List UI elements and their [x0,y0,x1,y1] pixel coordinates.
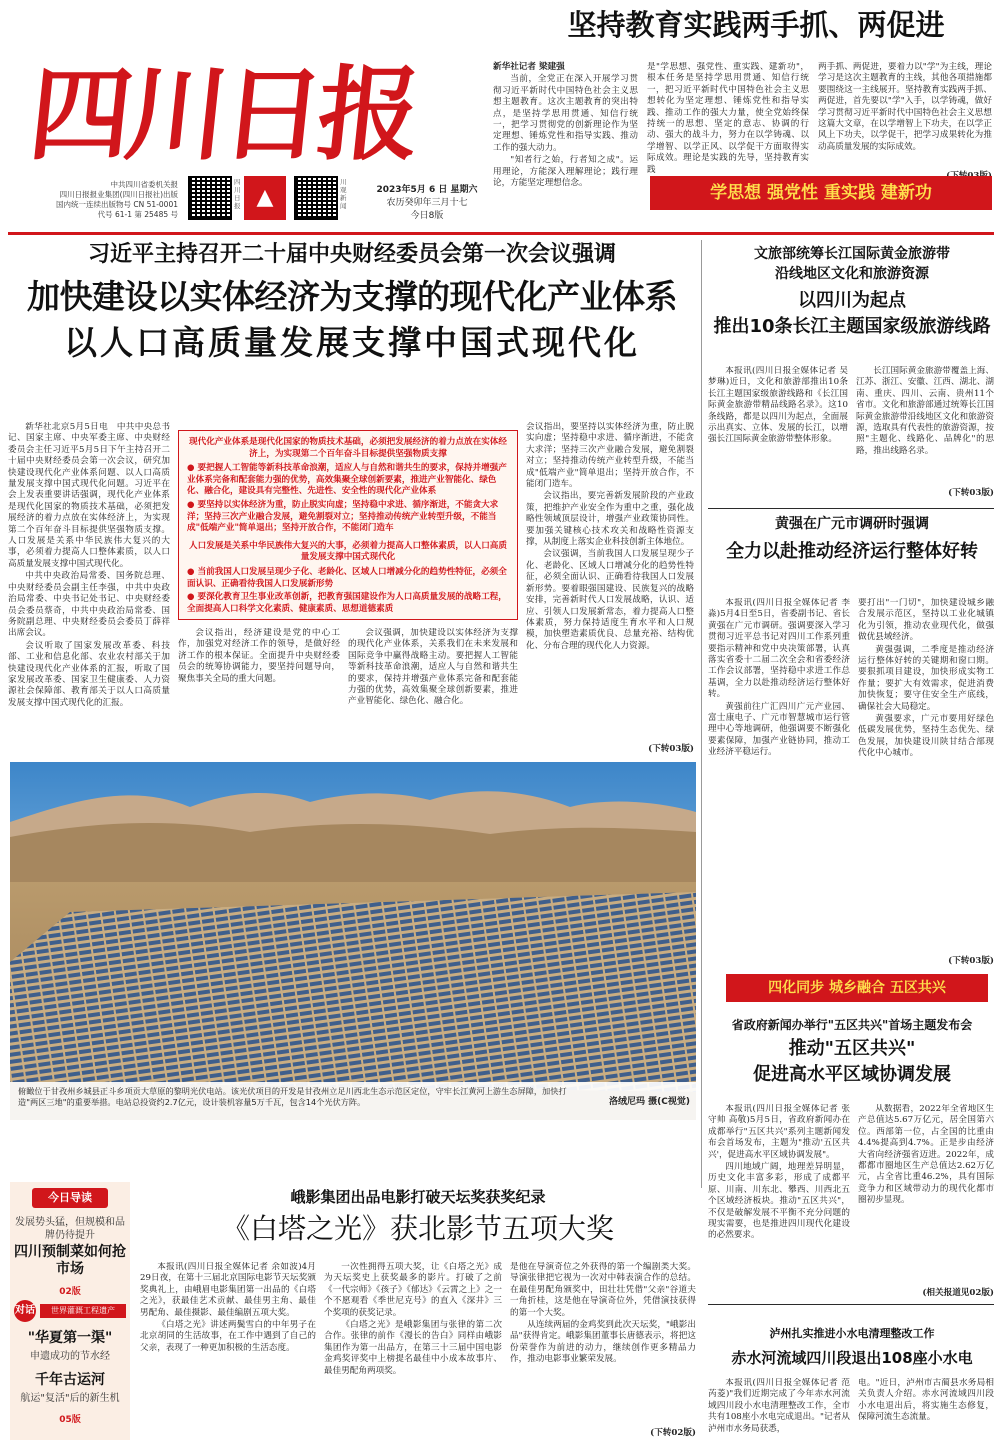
lead-headline: 以人口高质量发展支撑中国式现代化 [64,323,640,362]
top-article-byline: 新华社记者 梁建强 [493,62,565,72]
page-count: 今日8版 [410,211,444,221]
key-points-box [178,430,518,620]
paragraph: 会议指出，要完善新发展阶段的产业政策，把维护产业安全作为重中之重，强化战略性领域顶层设计，增强产业政策协同性。要加强关键核心技术攻关和战略性资源支撑，从制度上落实企业科技创新主体地位。 [526,491,694,548]
issue-date: 2023年5月 6 日 星期六 [376,185,478,195]
turn-page-note: (下转03版) [648,744,694,754]
publisher-line: 中共四川省委机关报 [110,180,178,189]
dialog-tag: 对话 [14,1300,36,1322]
paragraph: 黄强强调，二季度是推动经济运行整体好转的关键期和窗口期。要狠抓项目建设，加快形成实物工作量；要扩大有效需求，促进消费加快恢复；要守住安全生产底线，确保社会大局稳定。 [858,644,994,712]
photo-credit: 洛绒尼玛 摄(C视觉) [609,1097,690,1107]
hydro-col [708,1378,850,1440]
paragraph: 四川地域广阔，地理差异明显，历史文化丰富多彩，形成了成都平原、川南、川东北、攀西、川西北五个区域经济板块。推动"五区共兴"，不仅是破解发展不平衡不充分问题的现实需要，也是推进四川现代化建设的必然要求。 [708,1162,850,1241]
economy-col [708,598,850,966]
guide-item-subtitle: 申遗成功的节水经 [30,1351,110,1362]
turn-page-note: (下转02版) [650,1428,696,1438]
film-col [324,1262,502,1440]
culture-tourism-col [708,366,848,502]
paragraph: 长江国际黄金旅游带覆盖上海、江苏、浙江、安徽、江西、湖北、湖南、重庆、四川、云南、贵州11个省市。文化和旅游部通过统筹长江国际黄金旅游带沿线地区文化和旅游资源，选取具有代表性的旅游资源，按照"主题化、线路化、品牌化"的思路，推出线路名录。 [856,366,994,456]
issue-date-block [352,184,502,223]
paragraph: 本报讯(四川日报全媒体记者 李淼)5月4日至5日，省委副书记、省长黄强在广元市调研。强调要深入学习贯彻习近平总书记对四川工作系列重要指示精神和党中央决策部署，认真落实省委十二届二次全会和省委经济工作会议部署，坚持稳中求进工作总基调，全力以赴推动经济运行整体好转。 [708,598,850,700]
solar-farm-photo [10,762,696,1120]
paragraph: 两手抓、两促进，要着力以"学"为主线，理论学习是这次主题教育的主线，其他各项措施都要围绕这一主线展开。坚持教育实践两手抓、两促进，首先要以"学"入手，以学铸魂，做好学习贯彻习近平新时代中国特色社会主义思想这篇大文章，在以学增智上下功夫，在以学正风上下功夫，以学促干，把学习成果转化为推动高质量发展的实际成效。 [818,62,992,152]
section-divider [708,1304,994,1305]
paragraph: 中共中央政治局常委、国务院总理、中央财经委员会副主任李强，中共中央政治局常委、中央书记处书记、中央财经委员会委员蔡奇，中共中央政治局常委、国务院副总理、中央财经委员会委员丁薛祥出席会议。 [8,571,170,639]
paragraph: 本报讯(四川日报全媒体记者 余如波)4月29日夜，在第十三届北京国际电影节天坛奖颁奖典礼上，由峨眉电影集团第一出品的《白塔之光》，获最佳艺术贡献、最佳男主角、最佳男配角、最佳摄影、最佳编剧五项大奖。 [140,1262,316,1318]
paragraph: 一次性拥得五项大奖，让《白塔之光》成为天坛奖史上获奖最多的影片。打破了之前《一代宗师》《孩子》《郁达》《云霄之上》之一个不愿观看《季世尼克号》的直入《深井》三个奖项的获奖记录。 [324,1262,502,1318]
lead-headline: 加快建设以实体经济为支撑的现代化产业体系 [27,277,677,316]
key-point: ● 要坚持以实体经济为重，防止脱实向虚；坚持稳中求进、循序渐进，不能贪大求洋；坚持三次产业融合发展，避免割裂对立；坚持推动传统产业转型升级，不能当成"低端产业"简单退出；坚持开放合作，不能闭门造车 [187,499,499,534]
dialog-band: 世界灌溉工程遗产 [40,1304,126,1318]
qr-code-icon[interactable] [294,176,338,220]
guide-item-subtitle: 发展势头猛，但规模和品牌仍待提升 [15,1217,125,1241]
economy-col [858,598,994,956]
slogan-band: 学思想 强党性 重实践 建新功 [650,176,992,210]
article-kicker: 文旅部统筹长江国际黄金旅游带 [754,246,950,262]
culture-tourism-head [708,244,996,340]
article-kicker: 省政府新闻办举行"五区共兴"首场主题发布会 [731,1018,973,1032]
paragraph: 电。"近日，泸州市古蔺县水务局相关负责人介绍。赤水河流域四川段小水电退出后，将实施生态修复，保障河流生态流量。 [858,1378,994,1423]
paragraph: 《白塔之光》讲述两鬓雪白的中年男子在北京胡同的生活故事，在工作中遇到了自己的父亲，表现了一种更加积极的生活态度。 [140,1320,316,1353]
guide-item-page[interactable]: 02版 [59,1287,81,1297]
paragraph: 会议指出，经济建设是党的中心工作，加强党对经济工作的领导，是做好经济工作的根本保证。全面提升中央财经委员会的统筹协调能力，要坚持问题导向，聚焦事关全局的重大问题。 [178,628,340,684]
lead-col-3 [348,628,518,756]
paragraph: 要打出"一门切"，加快建设城乡融合发展示范区，坚持以工业化城镇化为引领，推动农业现代化，做强做优县域经济。 [858,598,994,643]
paragraph: 《白塔之光》是峨影集团与张律的第二次合作。张律的前作《漫长的告白》同样由峨影集团作为第一出品方，在第三十三届中国电影金鸡奖评奖中上榜提名最佳中小成本故事片、最佳男配角两项奖。 [324,1320,502,1376]
guide-item-title[interactable]: 千年古运河 [35,1372,105,1388]
lead-col-4 [526,422,694,744]
key-point: ● 当前我国人口发展呈现少子化、老龄化、区域人口增减分化的趋势性特征，必须全面认识、正确看待我国人口发展新形势 [187,566,507,589]
hydro-col [858,1378,994,1440]
five-regions-col [708,1104,850,1300]
article-headline: 推动"五区共兴" [788,1038,916,1059]
paragraph: 会议听取了国家发展改革委、科技部、工业和信息化部、农业农村部关于加快建设现代化产业体系的汇报，听取了国家发展改革委、国家卫生健康委、人力资源社会保障部、教育部关于以人口高质量发展支撑中国式现代化的汇报。 [8,640,170,708]
paragraph: 新华社北京5月5日电 中共中央总书记、国家主席、中央军委主席、中央财经委员会主任习近平5月5日下午主持召开二十届中央财经委员会第一次会议，研究加快建设现代化产业体系问题、以人口高质量发展支撑中国式现代化问题。习近平在会上发表重要讲话强调，现代化产业体系是现代化国家的物质技术基础，必须把发展经济的着力点放在实体经济上，为实现第二个百年奋斗目标提供坚强物质支撑。人口发展是关系中华民族伟大复兴的大事，必须着力提高人口整体素质，以人口高质量发展支撑中国式现代化。 [8,422,170,569]
top-article-col [493,62,638,190]
turn-page-note: (下转03版) [948,956,994,966]
turn-page-note: (下转03版) [948,488,994,498]
related-report-note: (相关报道见02版) [922,1288,994,1298]
article-headline: 全力以赴推动经济运行整体好转 [726,541,978,562]
guide-item-page[interactable]: 05版 [59,1415,81,1425]
paragraph: 是他在导演奇位之外获得的第一个编剧类大奖。导演张律把它视为一次对中韩表演合作的总结。在最佳男配角颁奖中，田壮壮凭借"父亲"谷道夫一角折桂，这是他在导演奇位外，凭借演技获得的第一个大奖。 [510,1262,696,1318]
masthead [12,8,517,230]
dialog-tag-row [14,1300,126,1322]
film-col [140,1262,316,1440]
masthead-logo: 四川日报 [23,55,421,175]
photo-image [10,762,696,1120]
paragraph: 黄强前往广汇四川广元产业园、富士康电子、广元市智慧城市运行管理中心等地调研，他强调要不断强化要素保障，加强产业链协同，推动工业经济平稳运行。 [708,701,850,758]
article-kicker: 峨影集团出品电影打破天坛奖获奖纪录 [290,1188,546,1206]
paragraph: 本报讯(四川日报全媒体记者 吴梦琳)近日，文化和旅游部推出10条长江主题国家级旅游线路和《长江国际黄金旅游带精品线路名录》。这10条线路，都是以四川为起点，全面展示出真实、立体、发展的长江，以增强长江国际黄金旅游带整体形象。 [708,366,848,445]
guide-item-subtitle: 航运"复活"后的新生机 [20,1393,120,1404]
publisher-line: 代号 61-1 第 25485 号 [97,210,178,219]
guide-header: 今日导读 [32,1188,108,1208]
publisher-info [18,180,178,220]
policy-slogan-band: 四化同步 城乡融合 五区共兴 [726,974,988,1002]
lead-col-2 [178,628,340,756]
photo-caption: 俯瞰位于甘孜州乡城县正斗乡项贡大草原的黎明光伏电站。该光伏项目的开发是甘孜州立足川西北生态示范区定位，守牢长江黄河上游生态屏障，加快打造"两区三地"的重要举措。电站总投资约2.7亿元，设计装机容量5万千瓦，包含14个光伏方阵。 [18,1086,567,1107]
qr-code-icon[interactable] [188,176,232,220]
five-regions-col [858,1104,994,1288]
paragraph: 会议指出，要坚持以实体经济为重，防止脱实向虚；坚持稳中求进、循序渐进，不能贪大求洋；坚持三次产业融合发展，避免割裂对立；坚持推动传统产业转型升级，不能当成"低端产业"简单退出；坚持开放合作，不能闭门造车。 [526,422,694,490]
section-divider [708,508,994,509]
publisher-line: 国内统一连续出版物号 CN 51-0001 [56,200,178,209]
culture-tourism-col [856,366,994,486]
article-kicker: 黄强在广元市调研时强调 [775,516,929,532]
guide-item-title[interactable]: "华夏第一渠" [27,1330,113,1346]
key-point: 人口发展是关系中华民族伟大复兴的大事，必须着力提高人口整体素质，以人口高质量发展支撑中国式现代化 [189,540,507,563]
sichuan-daily-badge-icon: ▲ [244,176,286,220]
masthead-divider [8,232,994,235]
key-point: ● 要把握人工智能等新科技革命浪潮，适应人与自然和谐共生的要求，保持并增强产业体系完备和配套能力强的优势，高效集聚全球创新要素，推进产业智能化、绿色化、融合化，建设具有完整性、先进性、安全性的现代化产业体系 [187,463,507,497]
publisher-line: 四川日报报业集团(四川日报社)出版 [59,190,178,199]
paragraph: 从数据看，2022年全省地区生产总值达5.67万亿元，居全国第六位。西部第一位，占全国的比重由4.4%提高到4.7%。正是步由经济大省向经济强省迈进。2022年，成都都市圈地区生产总值达2.62万亿元，占全省比重46.2%，具有国际竞争力和区域带动力的现代化都市圈初步显现。 [858,1104,994,1206]
qr-label: 四川日报 [234,178,241,210]
article-headline: 促进高水平区域协调发展 [753,1064,951,1085]
key-point: ● 要深化教育卫生事业改革创新，把教育强国建设作为人口高质量发展的战略工程，全面提高人口科学文化素质、健康素质、思想道德素质 [187,592,507,614]
lead-article-head [8,240,696,366]
paragraph: 本报讯(四川日报全媒体记者 范芮菱)"我们近期完成了今年赤水河流域四川段小水电清理整改工作，全市共有108座小水电完成退出。"记者从泸州市水务局获悉， [708,1378,850,1434]
qr-label: 川观新闻 [340,178,347,210]
paragraph: 会议强调，当前我国人口发展呈现少子化、老龄化、区域人口增减分化的趋势性特征，必须全面认识、正确看待我国人口发展新形势。要着眼强国建设、民族复兴的战略安排，完善新时代人口发展战略，认识、适应、引领人口发展新常态，着力提高人口整体素质，努力保持适度生育水平和人口规模，加快塑造素质优良、总量充裕、结构优化、分布合理的现代化人力资源。 [526,549,694,651]
paragraph: 从连续两届的金鸡奖到此次天坛奖，"峨影出品"获得肯定。峨影集团董事长唐德表示，将把这份荣誉作为前进的动力，继续创作更多精品力作，推动电影事业繁荣发展。 [510,1320,696,1365]
paragraph: 本报讯(四川日报全媒体记者 张守帅 高敬)5月5日，省政府新闻办在成都举行"五区共兴"系列主题新闻发布会首场发布，主题为"推动'五区共兴'，促进高水平区域协调发展"。 [708,1104,850,1160]
lead-kicker: 习近平主持召开二十届中央财经委员会第一次会议强调 [87,242,616,267]
guide-item-title[interactable]: 四川预制菜如何抢市场 [14,1244,126,1277]
key-point: 现代化产业体系是现代化国家的物质技术基础，必须把发展经济的着力点放在实体经济上，为实现第二个百年奋斗目标提供坚强物质支撑 [189,437,507,459]
article-kicker: 沿线地区文化和旅游资源 [775,266,929,282]
top-article-col [818,62,992,172]
paragraph: 会议强调，加快建设以实体经济为支撑的现代化产业体系，关系我们在未来发展和国际竞争中赢得战略主动。要把握人工智能等新科技革命浪潮，适应人与自然和谐共生的要求，保持并增强产业体系完备和配套能力强的优势，高效集聚全球创新要素，推进产业智能化、绿色化、融合化。 [348,628,518,707]
paragraph: 是"学思想、强党性、重实践、建新功"，根本任务是坚持学思用贯通、知信行统一，把习近平新时代中国特色社会主义思想转化为坚定理想、锤炼党性和指导实践、推动工作的强大力量，使全党始终保持统一的思想、坚定的意志、协调的行动、强大的战斗力，努力在以学铸魂、以学增智、以学正风、以学促干方面取得实际成效。理论是实践的先导，坚持教育实践 [647,62,809,175]
paragraph: "知者行之始，行者知之成"。运用理论，方能深入理解理论；践行理论，方能坚定理想信念。 [493,155,638,189]
article-headline: 赤水河流域四川段退出108座小水电 [731,1349,973,1367]
column-rule [701,240,702,1188]
article-headline: 《白塔之光》获北影节五项大奖 [221,1212,614,1245]
article-headline: 以四川为起点 [798,290,906,311]
article-headline: 推出10条长江主题国家级旅游线路 [713,316,991,337]
lead-col-1 [8,422,170,756]
paragraph: 当前，全党正在深入开展学习贯彻习近平新时代中国特色社会主义思想主题教育。这次主题教育的突出特点，是坚持学思用贯通、知信行统一，把学习贯彻党的创新理论作为坚定理想、锤炼党性和指导实践、推动工作的强大动力。 [493,74,638,153]
today-guide [10,1182,130,1440]
paragraph: 黄强要求，广元市要用好绿色低碳发展优势，坚持生态优先、绿色发展，加快建设川陕甘结合部现代化中心城市。 [858,714,994,759]
lunar-date: 农历癸卯年三月十七 [386,198,468,208]
top-article-headline: 坚持教育实践两手抓、两促进 [567,8,945,42]
article-kicker: 泸州扎实推进小水电清理整改工作 [769,1327,935,1340]
film-col [510,1262,696,1426]
